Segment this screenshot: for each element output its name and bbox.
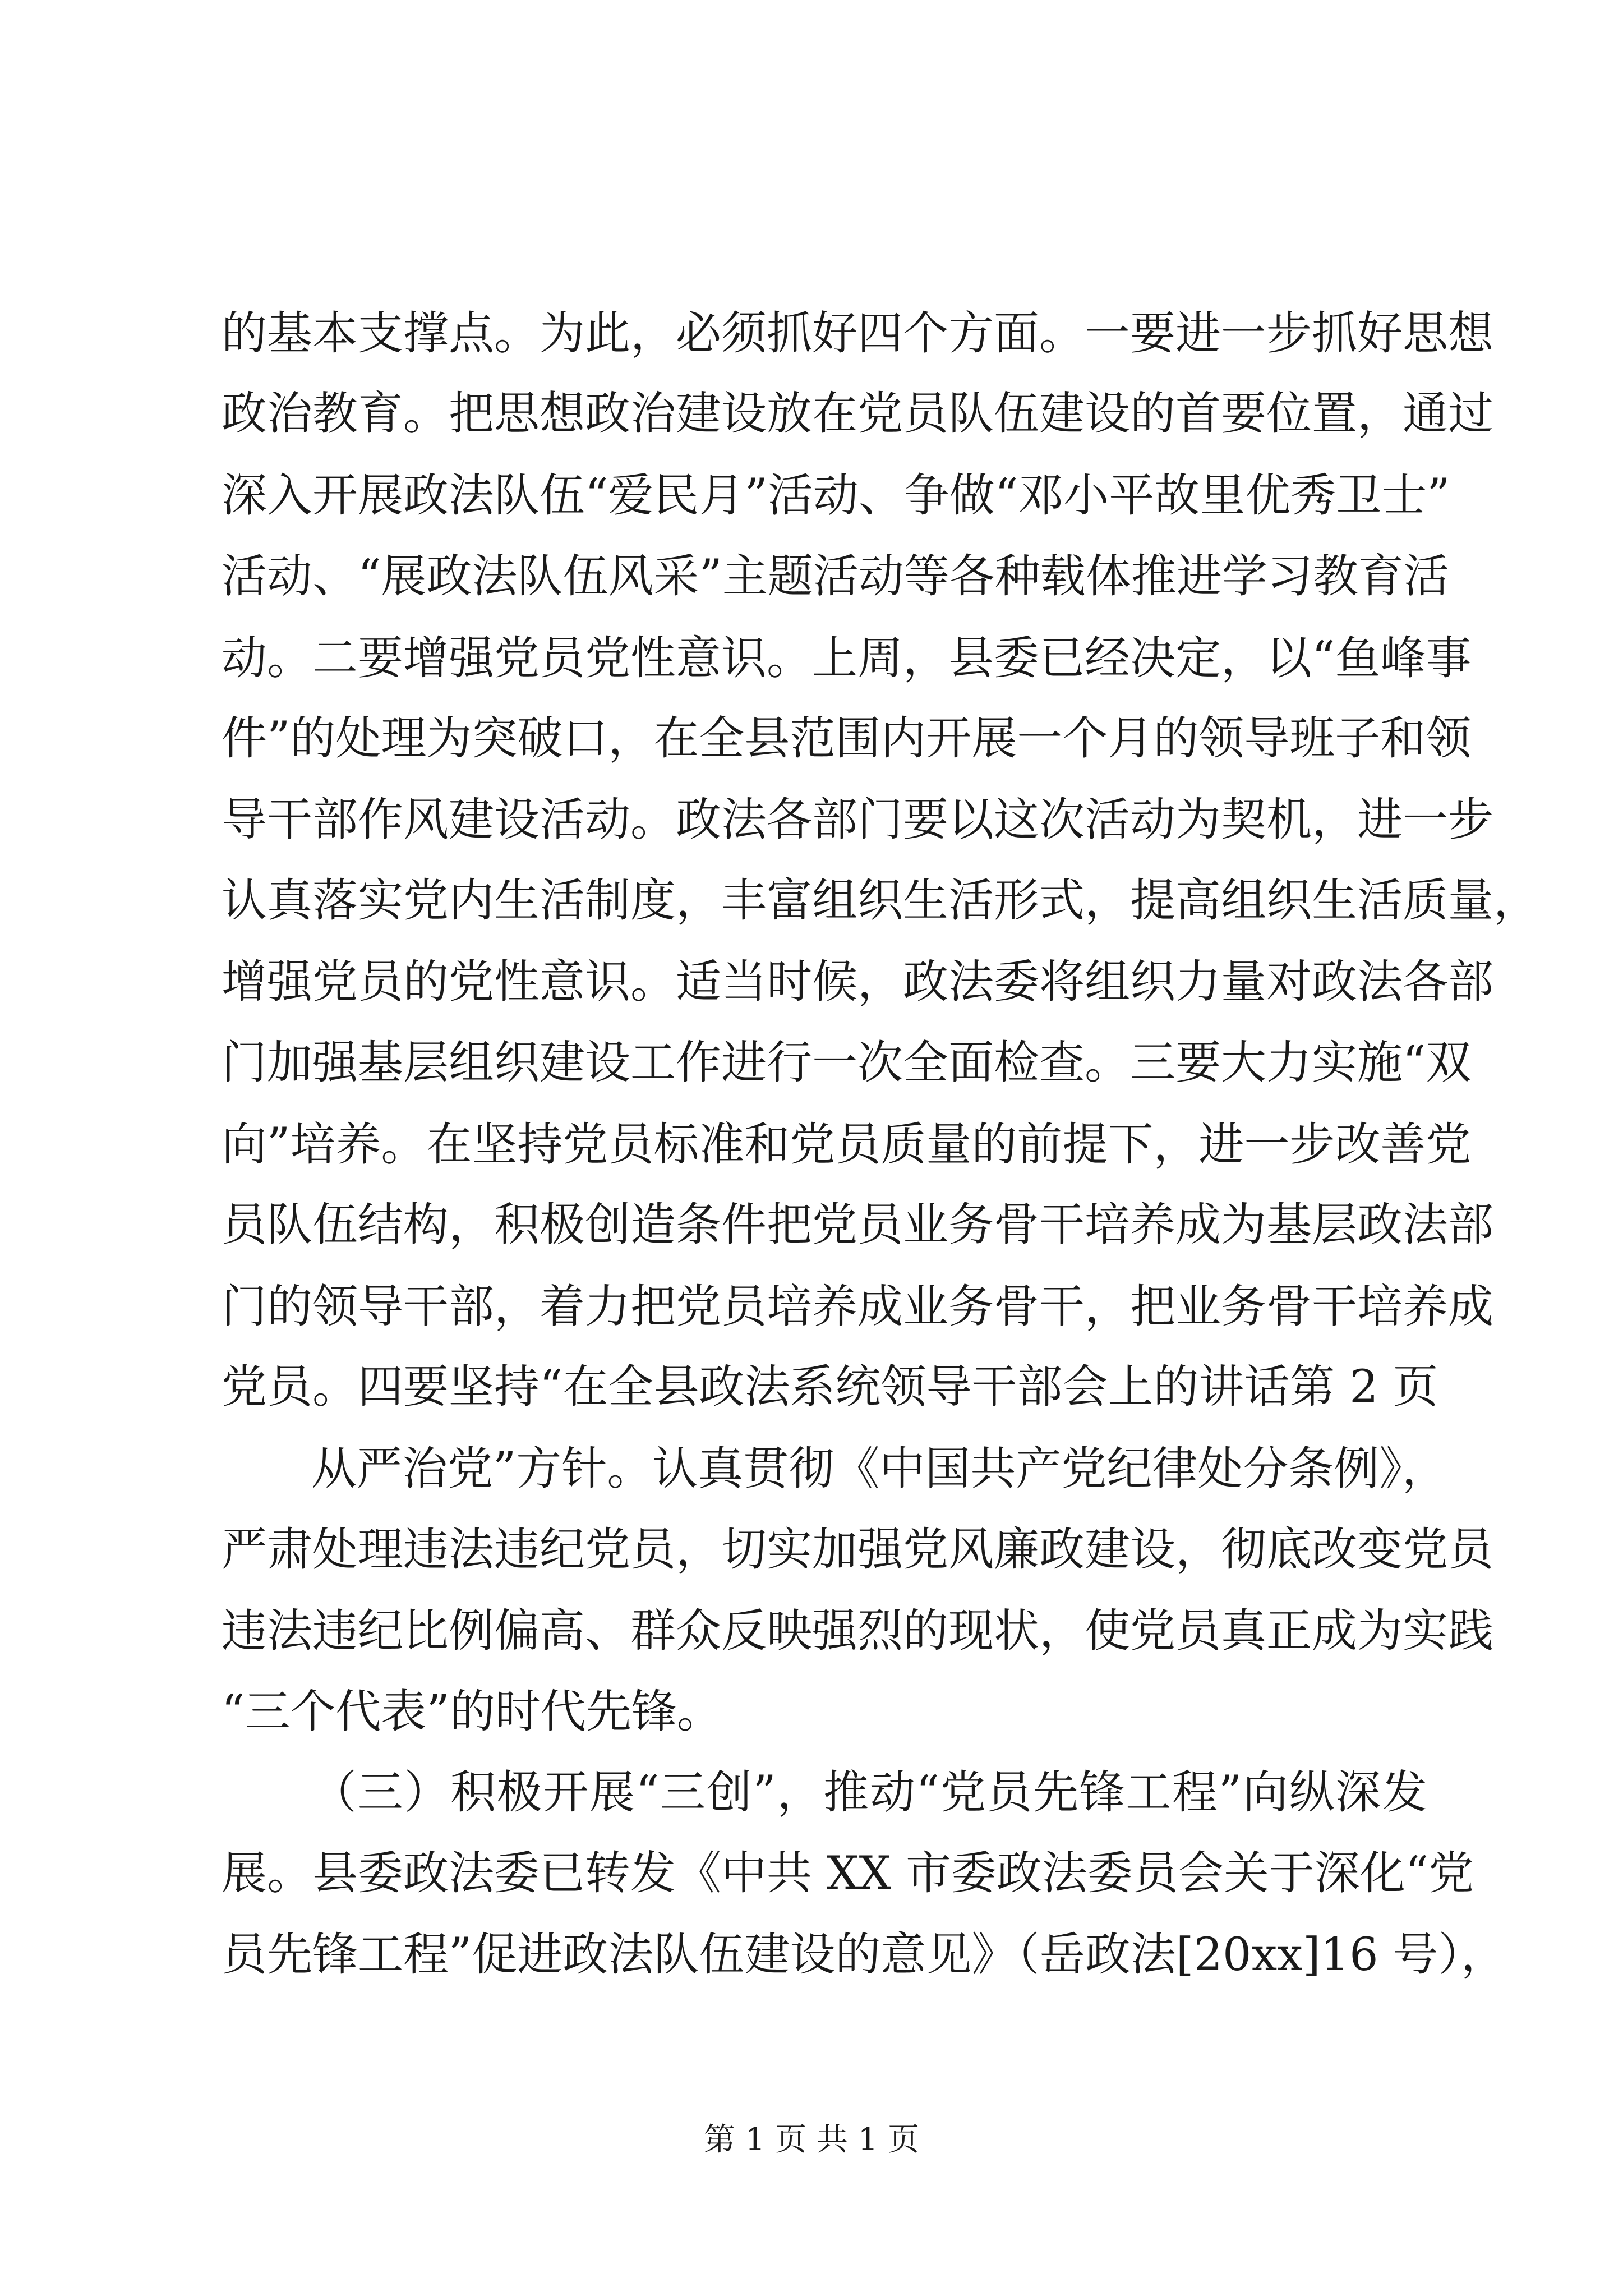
text-line: “三个代表”的时代先锋。	[222, 1686, 722, 1738]
text-line: 严肃处理违法违纪党员，切实加强党风廉政建设，彻底改变党员	[222, 1524, 1494, 1576]
text-line: 件”的处理为突破口，在全县范围内开展一个月的领导班子和领	[222, 712, 1472, 765]
text-line: 增强党员的党性意识。适当时候，政法委将组织力量对政法各部	[222, 956, 1494, 1009]
text-line: 党员。四要坚持“在全县政法系统领导干部会上的讲话第 2 页	[222, 1361, 1438, 1414]
text-line: 的基本支撑点。为此，必须抓好四个方面。一要进一步抓好思想	[222, 307, 1494, 360]
text-line: 门加强基层组织建设工作进行一次全面检查。三要大力实施“双	[222, 1037, 1472, 1089]
text-line: 展。县委政法委已转发《中共 XX 市委政法委员会关于深化“党	[222, 1847, 1474, 1900]
text-line: 员队伍结构，积极创造条件把党员业务骨干培养成为基层政法部	[222, 1199, 1494, 1251]
text-line: 政治教育。把思想政治建设放在党员队伍建设的首要位置，通过	[222, 388, 1494, 440]
text-line: 活动、“展政法队伍风采”主题活动等各种载体推进学习教育活	[222, 550, 1449, 603]
text-line: 导干部作风建设活动。政法各部门要以这次活动为契机，进一步	[222, 794, 1494, 846]
text-line: 从严治党”方针。认真贯彻《中国共产党纪律处分条例》，	[311, 1443, 1447, 1496]
text-line: 认真落实党内生活制度，丰富组织生活形式，提高组织生活质量，	[222, 875, 1539, 927]
text-line: 深入开展政法队伍“爱民月”活动、争做“邓小平故里优秀卫士”	[222, 470, 1450, 522]
text-line: （三）积极开展“三创”，推动“党员先锋工程”向纵深发	[311, 1766, 1427, 1819]
text-line: 员先锋工程”促进政法队伍建设的意见》（岳政法[20xx]16 号），	[222, 1929, 1506, 1981]
page-number-footer: 第 1 页 共 1 页	[703, 2122, 920, 2158]
text-line: 违法违纪比例偏高、群众反映强烈的现状，使党员真正成为实践	[222, 1605, 1494, 1658]
text-line: 动。二要增强党员党性意识。上周，县委已经决定，以“鱼峰事	[222, 632, 1472, 685]
text-line: 门的领导干部，着力把党员培养成业务骨干，把业务骨干培养成	[222, 1281, 1494, 1333]
text-line: 向”培养。在坚持党员标准和党员质量的前提下，进一步改善党	[222, 1119, 1472, 1171]
